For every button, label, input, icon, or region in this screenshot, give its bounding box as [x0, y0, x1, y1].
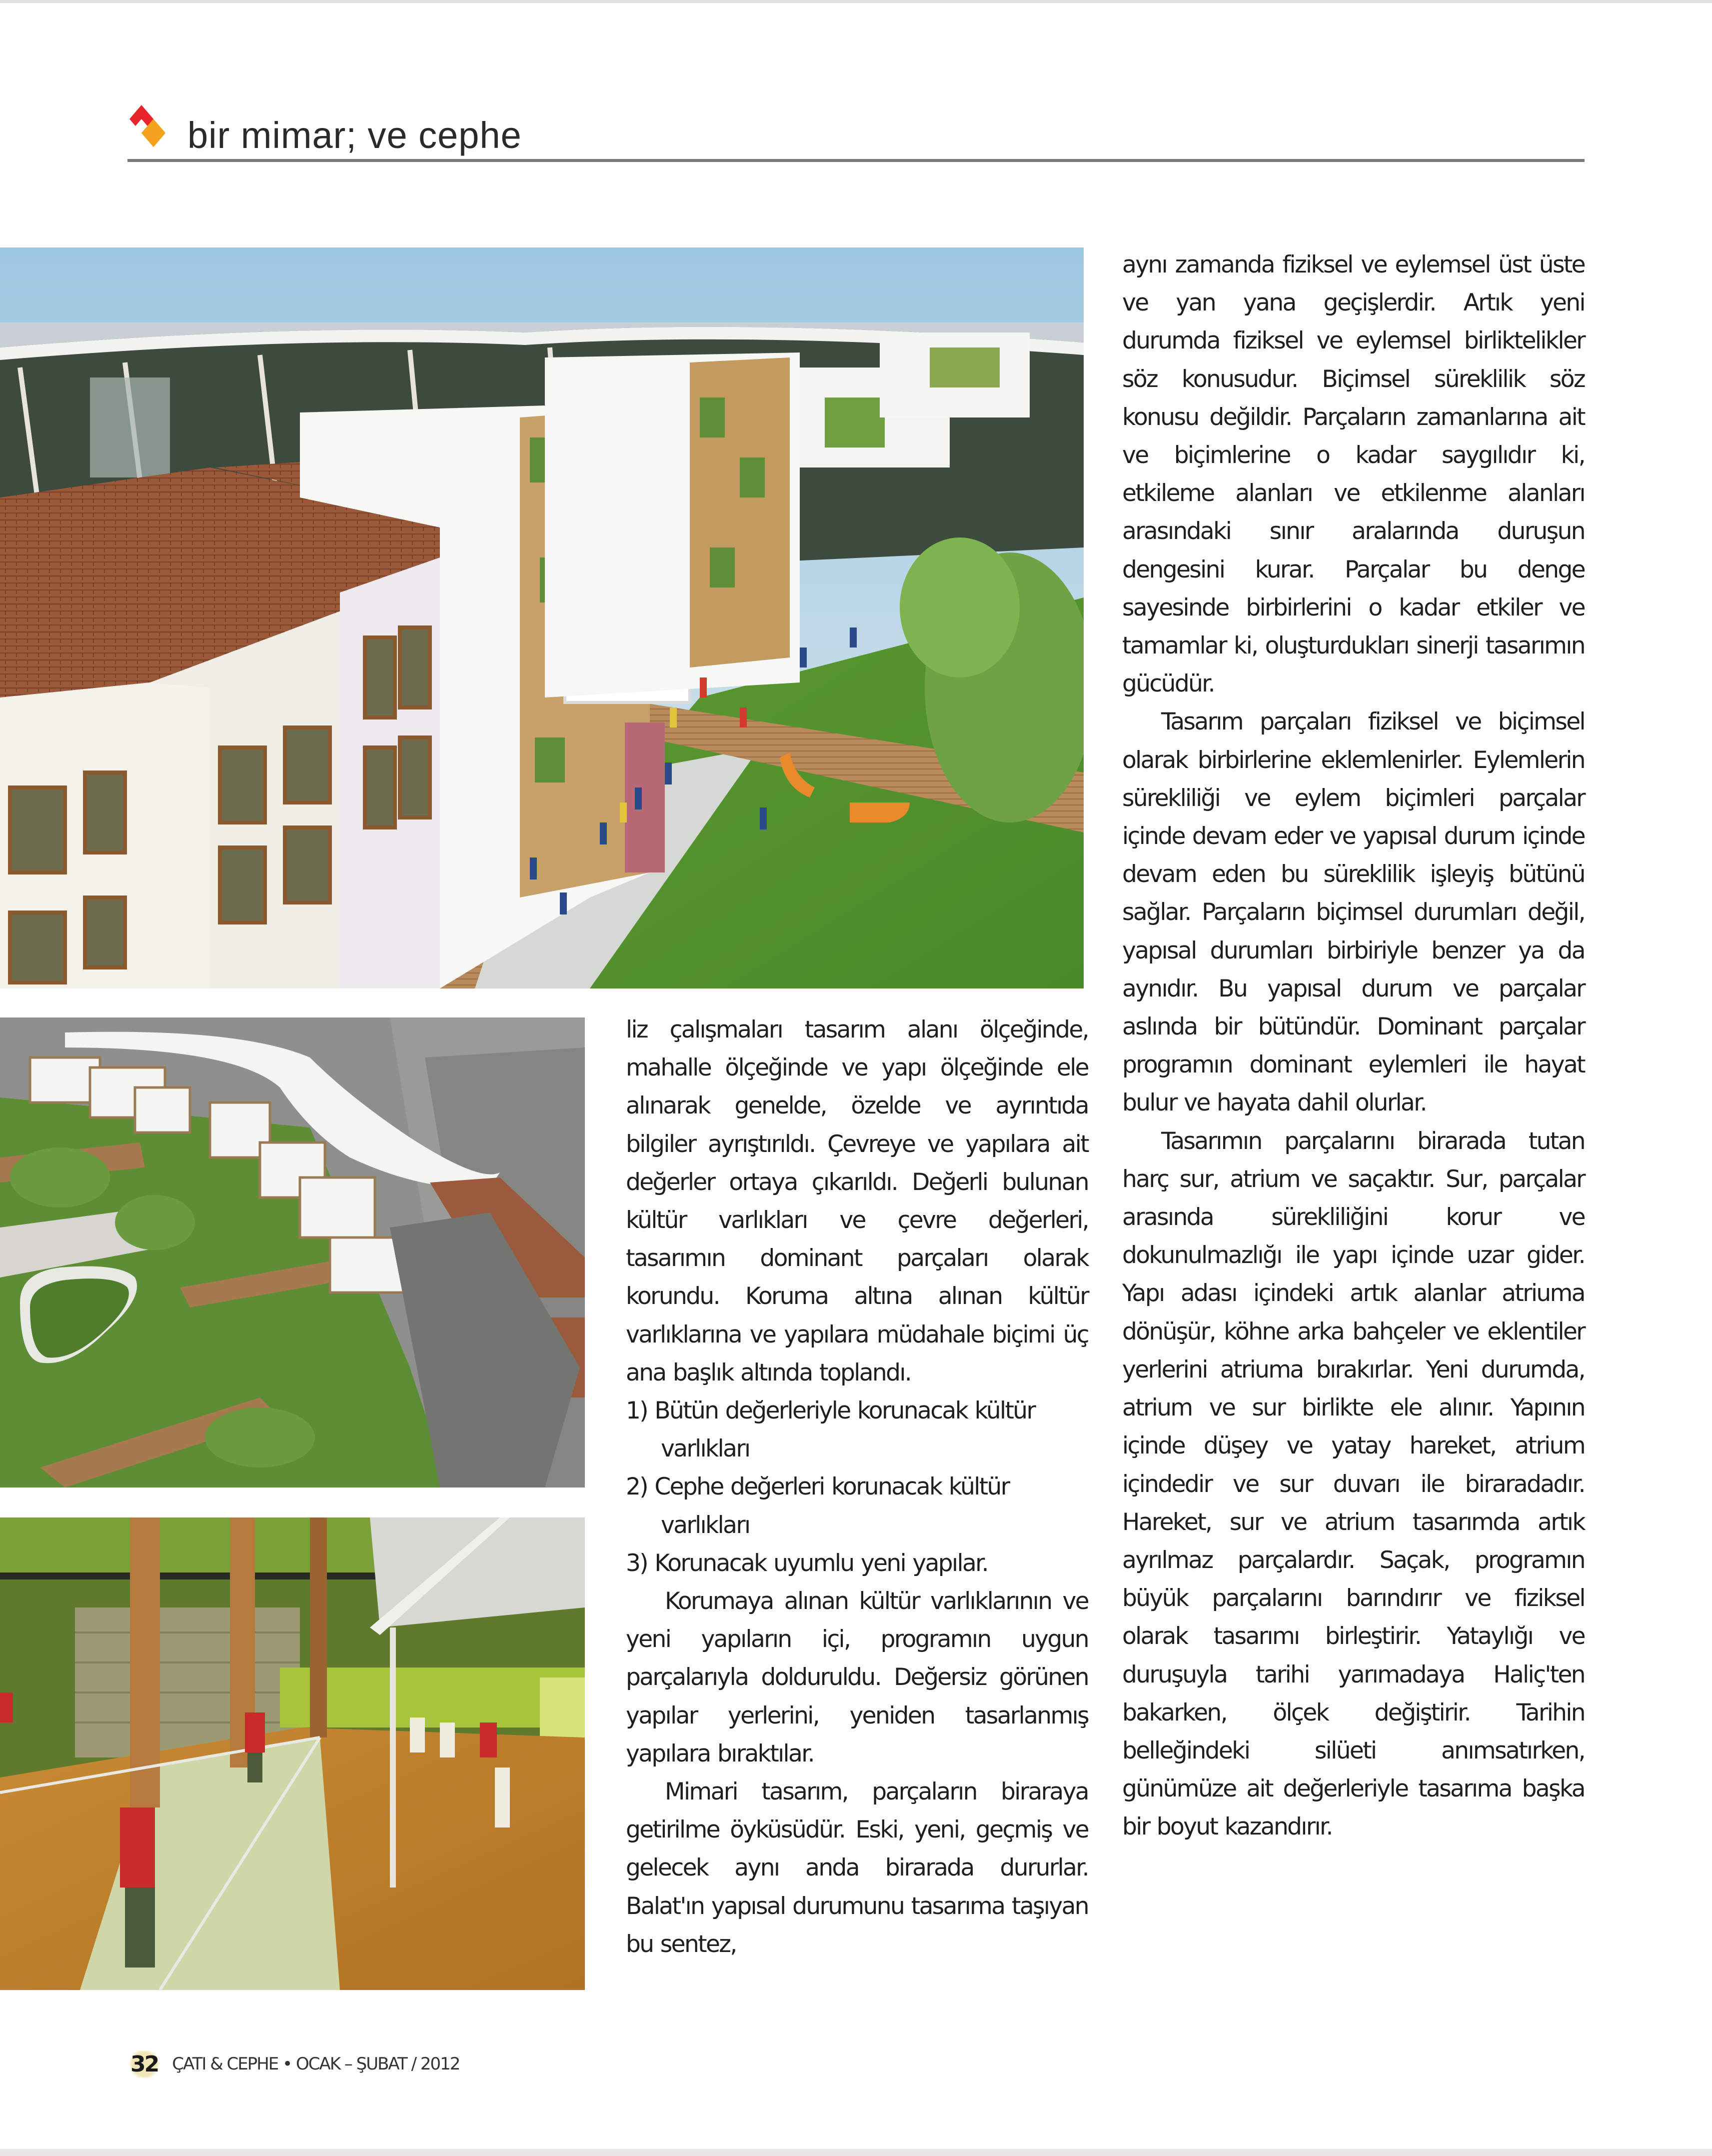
- diamond-chevron-logo-icon: [127, 105, 177, 155]
- list-item: 3) Korunacak uyumlu yeni yapılar.: [626, 1549, 988, 1577]
- page-top-edge: [0, 0, 1712, 3]
- atrium-interior-image: [0, 1518, 585, 1990]
- page-bottom-edge: [0, 2149, 1712, 2156]
- exterior-rendering-image: [0, 248, 1084, 988]
- section-title: bir mimar; ve cephe: [187, 114, 522, 156]
- article-paragraph: Tasarım parçaları fiziksel ve biçimsel olarak birbirlerine eklemlenirler. Eylemlerin sürekliliği ve eylem biçimleri parçalar içinde devam eder ve yapısal durum içinde devam eden bu süreklilik işleyiş bütünü sağlar. Parçaların biçimsel durumları değil, yapısal durumları birbiriyle benzer ya da aynıdır. Bu yapısal durum ve parçalar aslında bir bütündür. Dominant parçalar programın dominant eylemleri ile hayat bulur ve hayata dahil olurlar.: [1122, 708, 1585, 1117]
- article-paragraph: liz çalışmaları tasarım alanı ölçeğinde, mahalle ölçeğinde ve yapı ölçeğinde ele alınarak genelde, özelde ve ayrıntıda bilgiler ayrıştırıldı. Çevreye ve yapılara ait değerler ortaya çıkarıldı. Değerli bulunan kültür varlıkları ve çevre değerleri, tasarımın dominant parçaları olarak korundu. Koruma altına alınan kültür varlıklarına ve yapılara müdahale biçimi üç ana başlık altında toplandı.: [626, 1016, 1088, 1386]
- article-column-right: [1122, 246, 1585, 1846]
- article-paragraph: Korumaya alınan kültür varlıklarının ve yeni yapıların içi, programın uygun parçalarıyla dolduruldu. Değersiz görünen yapılar yerlerini, yeniden tasarlanmış yapılara bıraktılar.: [626, 1588, 1088, 1768]
- header-divider: [127, 159, 1585, 162]
- publication-info: ÇATI & CEPHE • OCAK – ŞUBAT / 2012: [172, 2054, 460, 2074]
- article-column-middle: [626, 1011, 1088, 1964]
- page-footer: [127, 2049, 459, 2079]
- article-paragraph: Mimari tasarım, parçaların biraraya getirilme öyküsüdür. Eski, yeni, geçmiş ve gelecek aynı anda birarada dururlar. Balat'ın yapısal durumunu tasarıma taşıyan bu sentez,: [626, 1778, 1088, 1958]
- article-paragraph: Tasarımın parçalarını birarada tutan harç sur, atrium ve saçaktır. Sur, parçalar arasında sürekliliğini korur ve dokunulmazlığı ile yapı içinde uzar gider. Yapı adası içindeki artık alanlar atriuma dönüşür, köhne arka bahçeler ve eklentiler yerlerini atriuma bırakırlar. Yeni durumda, atrium ve sur birlikte ele alınır. Yapının içinde düşey ve yatay hareket, atrium içindedir ve sur duvarı ile biraradadır. Hareket, sur ve atrium tasarımda artık ayrılmaz parçalardır. Saçak, programın büyük parçalarını barındırır ve fiziksel olarak tasarımı birleştirir. Yataylığı ve duruşuyla tarihi yarımadaya Haliç'ten bakarken, ölçek değiştirir. Tarihin belleğindeki silüeti anımsatırken, günümüze ait değerleriyle tasarıma başka bir boyut kazandırır.: [1122, 1127, 1585, 1841]
- aerial-model-image: [0, 1018, 585, 1488]
- page-header: [127, 100, 1585, 162]
- list-item: 2) Cephe değerleri korunacak kültür varlıkları: [626, 1473, 1009, 1539]
- article-paragraph: aynı zamanda fiziksel ve eylemsel üst üste ve yan yana geçişlerdir. Artık yeni durumda fiziksel ve eylemsel birliktelikler söz konusudur. Biçimsel süreklilik söz konusu değildir. Parçaların zamanlarına ait ve biçimlerine o kadar saygılıdır ki, etkileme alanları ve etkilenme alanları arasındaki sınır aralarında duruşun dengesini kurar. Parçalar bu denge sayesinde birbirlerini o kadar etkiler ve tamamlar ki, oluşturdukları sinerji tasarımın gücüdür.: [1122, 251, 1585, 698]
- list-item: 1) Bütün değerleriyle korunacak kültür varlıkları: [626, 1397, 1035, 1463]
- page-number: 32: [127, 2050, 161, 2078]
